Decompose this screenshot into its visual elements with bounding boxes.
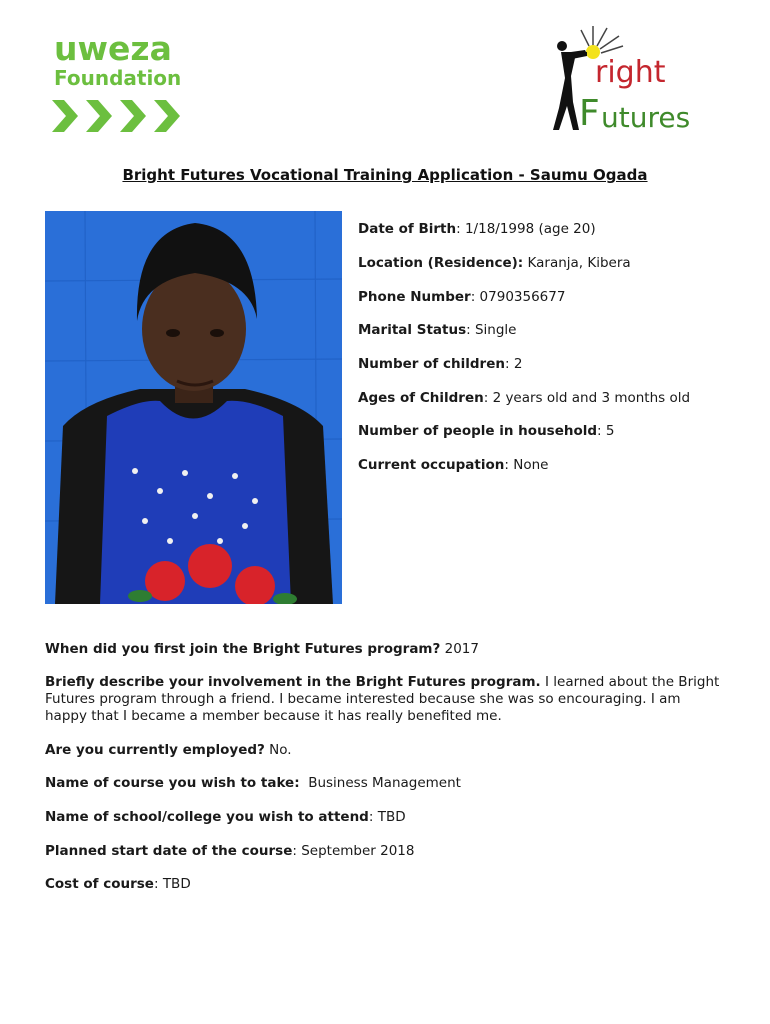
bright-logo-word: right xyxy=(595,55,666,90)
question-label: Briefly describe your involvement in the Bright Futures program. xyxy=(45,674,541,690)
field-label: Location (Residence): xyxy=(358,255,524,271)
question-answer: 2017 xyxy=(444,641,479,657)
field-label: Date of Birth xyxy=(358,221,457,237)
field-label: Ages of Children xyxy=(358,390,484,406)
question-course-cost: Cost of course: TBD xyxy=(45,876,191,892)
question-label: Cost of course xyxy=(45,876,154,892)
uweza-logo-word: uweza xyxy=(54,29,172,68)
field-value: 2 years old and 3 months old xyxy=(492,390,691,406)
field-location xyxy=(358,254,631,272)
field-marital-status: Marital Status: Single xyxy=(358,322,517,338)
field-ages-of-children: Ages of Children: 2 years old and 3 months old xyxy=(358,390,691,406)
field-label: Phone Number xyxy=(358,289,471,305)
question-label: When did you first join the Bright Futures program? xyxy=(45,641,441,657)
question-label: Name of school/college you wish to attend xyxy=(45,809,369,825)
question-join-year xyxy=(45,641,725,658)
question-label: Planned start date of the course xyxy=(45,843,293,859)
futures-logo-word: utures xyxy=(601,101,691,134)
field-value: 2 xyxy=(513,356,523,372)
question-answer: I learned about the Bright Futures program through a friend. I became interested because she was so encouraging. I am happy that I became a member because it has really benefited me. xyxy=(45,674,720,724)
question-answer: TBD xyxy=(377,809,406,825)
field-value: 0790356677 xyxy=(479,289,566,305)
field-value: Single xyxy=(474,322,517,338)
uweza-logo-subtitle: Foundation xyxy=(54,66,182,90)
field-label: Current occupation xyxy=(358,457,505,473)
question-answer: September 2018 xyxy=(301,843,415,859)
page-title: Bright Futures Vocational Training Application - Saumu Ogada xyxy=(122,166,648,184)
question-answer: No. xyxy=(269,742,292,758)
question-involvement xyxy=(45,674,725,725)
field-value: Karanja, Kibera xyxy=(527,255,631,271)
question-answer: Business Management xyxy=(308,775,461,791)
question-answer: TBD xyxy=(162,876,191,892)
chevron-arrows-icon xyxy=(50,96,190,136)
field-current-occupation: Current occupation: None xyxy=(358,457,549,473)
bright-futures-logo xyxy=(545,18,705,143)
question-label: Are you currently employed? xyxy=(45,742,265,758)
question-school-name: Name of school/college you wish to attend: TBD xyxy=(45,809,406,825)
field-value: None xyxy=(513,457,549,473)
applicant-photo xyxy=(45,211,342,604)
uweza-foundation-logo xyxy=(50,30,190,140)
field-number-of-children: Number of children: 2 xyxy=(358,356,523,372)
field-label: Number of children xyxy=(358,356,505,372)
field-phone-number: Phone Number: 0790356677 xyxy=(358,289,566,305)
field-value: 1/18/1998 (age 20) xyxy=(464,221,596,237)
question-label: Name of course you wish to take: xyxy=(45,775,300,791)
field-label: Number of people in household xyxy=(358,423,598,439)
futures-logo-F: F xyxy=(579,93,600,134)
field-household-size: Number of people in household: 5 xyxy=(358,423,615,439)
field-value: 5 xyxy=(605,423,615,439)
question-employed xyxy=(45,742,725,759)
field-label: Marital Status xyxy=(358,322,467,338)
field-date-of-birth: Date of Birth: 1/18/1998 (age 20) xyxy=(358,221,596,237)
question-start-date: Planned start date of the course: September 2018 xyxy=(45,843,415,859)
question-course-name xyxy=(45,775,725,792)
